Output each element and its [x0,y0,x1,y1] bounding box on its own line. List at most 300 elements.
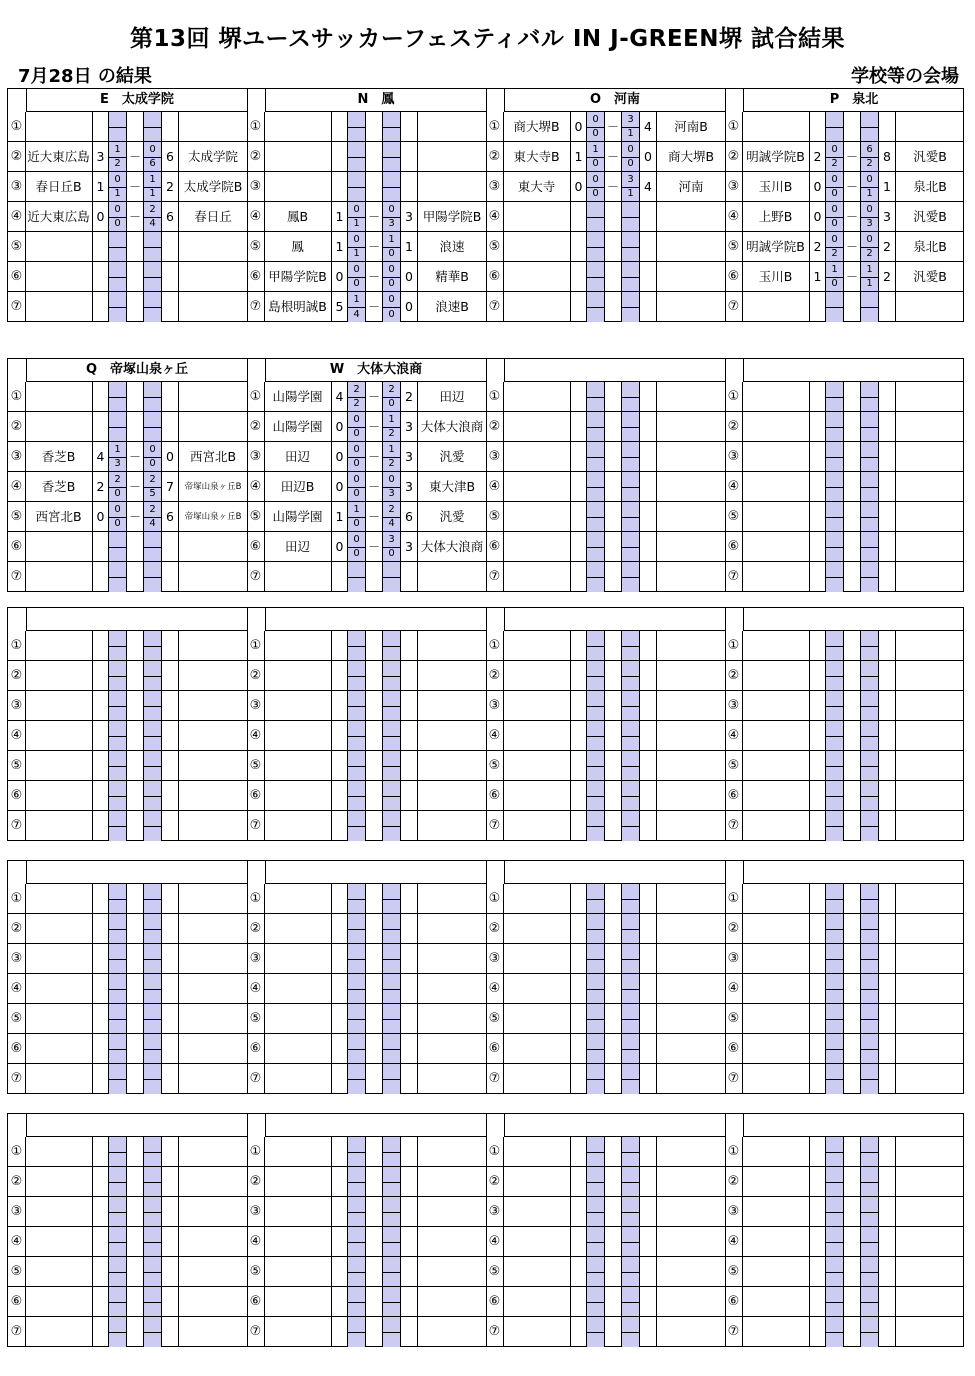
home-score [810,1197,826,1226]
score-dash [605,232,622,261]
score-dash [605,1287,622,1316]
away-half-scores [622,1227,640,1256]
away-score [162,1317,179,1347]
score-dash [605,781,622,810]
home-team [25,562,93,592]
match-row [725,532,964,562]
match-row [8,1137,247,1167]
away-second-half: 2 [866,158,873,169]
away-score [640,1064,657,1094]
home-team [742,781,810,810]
half-divider [826,442,843,458]
match-number: ③ [247,691,265,720]
home-team: 東大寺B [503,142,571,171]
half-divider [109,631,126,647]
away-score: 4 [640,172,657,201]
home-score: 0 [810,202,826,231]
match-number: ④ [8,721,26,750]
away-score [879,721,896,750]
group-name [265,861,486,884]
group-table [247,359,486,591]
half-divider [383,781,400,797]
score-dash [605,442,622,471]
home-score: 1 [332,232,348,261]
home-first-half: 0 [587,112,604,128]
home-first-half: 0 [348,262,365,278]
away-team [179,1287,247,1316]
home-team [25,974,93,1003]
half-divider [383,562,400,578]
match-row [725,914,964,944]
score-dash [844,781,861,810]
match-row [486,412,725,442]
away-score [640,412,657,441]
home-team [264,1137,332,1166]
score-dash [605,502,622,531]
score-dash [844,721,861,750]
away-score: 6 [401,502,418,531]
half-divider [861,562,878,578]
away-half-scores [144,914,162,943]
away-half-scores [383,811,401,841]
half-divider [383,661,400,677]
home-score [93,562,109,592]
away-score [162,382,179,411]
away-team: 汎愛 [439,449,465,464]
away-first-half: 3 [622,112,639,128]
home-score: 0 [332,412,348,441]
group-name [504,1114,725,1137]
home-second-half: 1 [353,248,360,259]
half-divider [383,1287,400,1303]
match-row [486,721,725,751]
score-dash [844,382,861,411]
away-score [162,661,179,690]
match-number: ③ [486,944,504,973]
away-score [640,1317,657,1347]
group-section [7,1113,964,1347]
match-row [8,661,247,691]
group-section [7,860,964,1094]
half-divider [587,562,604,578]
away-score [640,1137,657,1166]
away-team [896,1137,964,1166]
home-team [503,232,571,261]
score-dash [127,1167,144,1196]
home-second-half: 0 [353,488,360,499]
away-team [657,721,725,750]
half-divider [383,1064,400,1080]
away-half-scores [383,112,401,141]
half-divider [144,112,161,128]
home-half-scores [587,562,605,592]
home-score: 1 [332,202,348,231]
away-score [401,1257,418,1286]
away-team [179,974,247,1003]
away-half-scores [144,262,162,291]
score-dash [605,1167,622,1196]
home-half-scores [826,502,844,531]
match-number: ③ [725,172,743,201]
match-number: ⑤ [725,1257,743,1286]
away-team [657,811,725,841]
away-score [162,1064,179,1094]
away-team [179,1034,247,1063]
away-second-half: 1 [149,188,156,199]
half-divider [622,1137,639,1153]
match-row [725,1034,964,1064]
away-half-scores [622,661,640,690]
away-first-half: 1 [144,172,161,188]
score-dash: － [844,172,861,201]
away-half-scores [622,502,640,531]
home-half-scores [109,691,127,720]
group-name [743,359,964,382]
home-team: 玉川B [742,172,810,201]
half-divider [383,1167,400,1183]
away-score [162,631,179,660]
home-half-scores [826,1227,844,1256]
half-divider [587,661,604,677]
half-divider [348,1287,365,1303]
home-team [742,442,810,471]
away-score [879,502,896,531]
away-first-half: 0 [861,172,878,188]
home-score: 2 [810,232,826,261]
home-team [503,1167,571,1196]
home-score: 1 [93,172,109,201]
away-team [896,1257,964,1286]
match-row [486,811,725,841]
away-first-half: 2 [144,502,161,518]
away-team [657,661,725,690]
home-half-scores [348,974,366,1003]
away-half-scores [861,292,879,322]
score-dash: － [366,532,383,561]
home-second-half: 0 [592,188,599,199]
group-name [504,359,725,382]
away-first-half: 0 [144,442,161,458]
match-number: ② [725,412,743,441]
home-half-scores [109,974,127,1003]
group-name [26,861,247,884]
score-dash [127,532,144,561]
match-row [8,292,247,322]
match-number: ③ [247,172,265,201]
away-team [179,811,247,841]
home-score [571,532,587,561]
score-dash [605,751,622,780]
half-divider [144,1257,161,1273]
away-half-scores [383,382,401,411]
away-team [418,1064,486,1094]
away-first-half: 1 [383,232,400,248]
group-table [486,89,725,321]
home-first-half: 1 [109,142,126,158]
match-number: ② [247,661,265,690]
half-divider [622,721,639,737]
match-number: ④ [725,472,743,501]
away-score [640,532,657,561]
half-divider [622,412,639,428]
home-team [25,1167,93,1196]
home-half-scores [587,472,605,501]
home-half-scores [826,811,844,841]
home-score [332,811,348,841]
home-score [571,202,587,231]
score-dash [127,1317,144,1347]
match-number: ⑦ [725,1064,743,1094]
match-number: ① [486,1137,504,1166]
away-half-scores [622,1257,640,1286]
score-dash [844,412,861,441]
away-half-scores [144,1197,162,1226]
away-score [401,631,418,660]
score-dash [127,631,144,660]
match-row [725,262,964,292]
half-divider [109,781,126,797]
home-team: 東大寺 [503,172,571,201]
away-half-scores [383,1167,401,1196]
match-row [725,661,964,691]
score-dash [127,112,144,141]
home-half-scores [587,292,605,322]
away-score [162,914,179,943]
half-divider [826,1317,843,1333]
away-half-scores [861,1064,879,1094]
half-divider [622,472,639,488]
half-divider [587,382,604,398]
home-team: 田辺B [264,472,332,501]
away-second-half: 2 [866,248,873,259]
group-name: Q 帝塚山泉ヶ丘 [26,359,247,382]
away-half-scores [622,562,640,592]
match-number: ① [8,1137,26,1166]
away-team [418,1257,486,1286]
half-divider [383,884,400,900]
home-half-scores [587,262,605,291]
match-row [8,382,247,412]
score-dash [127,1227,144,1256]
home-half-scores [109,1317,127,1347]
away-team [179,112,247,141]
half-divider [861,1034,878,1050]
half-divider [383,1004,400,1020]
match-row [8,412,247,442]
match-number: ⑤ [247,1257,265,1286]
match-row [725,502,964,532]
away-half-scores [144,1257,162,1286]
half-divider [861,1227,878,1243]
half-divider [622,532,639,548]
home-half-scores [826,442,844,471]
half-divider [587,232,604,248]
away-half-scores [144,691,162,720]
home-half-scores [109,1034,127,1063]
match-number: ⑦ [725,292,743,322]
home-half-scores [587,751,605,780]
half-divider [348,631,365,647]
home-score [571,412,587,441]
match-row [486,1064,725,1094]
half-divider [144,1287,161,1303]
home-team [503,914,571,943]
half-divider [587,974,604,990]
half-divider [622,1034,639,1050]
away-score [162,292,179,322]
home-score: 2 [93,472,109,501]
match-row [725,172,964,202]
away-half-scores [383,884,401,913]
match-row [8,691,247,721]
half-divider [826,1004,843,1020]
away-score [162,811,179,841]
away-half-scores [144,781,162,810]
home-team: 明誠学院B [742,232,810,261]
home-team [503,1034,571,1063]
match-row [725,1167,964,1197]
score-dash: － [844,202,861,231]
home-team [25,292,93,322]
home-half-scores [348,532,366,561]
half-divider [861,751,878,767]
away-team: 春日丘 [194,209,232,224]
half-divider [622,811,639,827]
away-half-scores [861,1227,879,1256]
away-team [418,172,486,201]
away-first-half: 0 [144,142,161,158]
half-divider [383,1317,400,1333]
match-number: ① [247,382,265,411]
group-table [247,861,486,1093]
half-divider [587,1034,604,1050]
half-divider [826,1064,843,1080]
away-score [401,1197,418,1226]
home-half-scores [348,202,366,231]
half-divider [109,914,126,930]
away-team [657,292,725,322]
away-score [401,1227,418,1256]
match-number: ⑥ [486,781,504,810]
half-divider [826,884,843,900]
home-second-half: 0 [831,278,838,289]
match-row [247,944,486,974]
away-half-scores [622,1167,640,1196]
away-half-scores [622,1197,640,1226]
home-half-scores [109,442,127,471]
home-half-scores [826,1064,844,1094]
home-second-half: 2 [831,158,838,169]
half-divider [144,382,161,398]
half-divider [109,532,126,548]
home-half-scores [826,1004,844,1033]
home-half-scores [826,1287,844,1316]
away-half-scores [861,1287,879,1316]
away-half-scores [861,974,879,1003]
home-half-scores [587,532,605,561]
home-second-half: 0 [114,488,121,499]
home-first-half: 0 [826,232,843,248]
score-dash [127,721,144,750]
away-half-scores [861,631,879,660]
half-divider [826,781,843,797]
half-divider [622,1227,639,1243]
away-score [401,562,418,592]
half-divider [144,914,161,930]
score-dash: － [844,232,861,261]
home-first-half: 1 [109,442,126,458]
away-score [879,112,896,141]
away-score [162,721,179,750]
score-dash [127,1257,144,1286]
match-row [725,562,964,592]
home-score [571,721,587,750]
home-team [264,914,332,943]
match-number: ② [725,1167,743,1196]
away-half-scores [622,721,640,750]
match-row [725,472,964,502]
home-team [25,1197,93,1226]
home-first-half: 0 [348,232,365,248]
home-score [93,914,109,943]
match-number: ⑦ [247,1317,265,1347]
half-divider [109,232,126,248]
half-divider [826,1137,843,1153]
half-divider [109,1034,126,1050]
match-number: ② [486,142,504,171]
match-number: ② [486,661,504,690]
home-team [742,1137,810,1166]
home-score [93,382,109,411]
score-dash [127,1064,144,1094]
away-score: 2 [401,382,418,411]
home-team [25,691,93,720]
away-team [418,1137,486,1166]
home-score [93,1167,109,1196]
home-score [810,1227,826,1256]
half-divider [383,721,400,737]
away-team [896,691,964,720]
away-team [657,1167,725,1196]
home-half-scores [348,562,366,592]
home-team: 島根明誠B [264,292,332,322]
away-score [401,721,418,750]
away-team [896,974,964,1003]
away-half-scores [144,442,162,471]
match-number: ② [247,1167,265,1196]
home-score [332,142,348,171]
home-first-half: 0 [826,172,843,188]
home-team [264,811,332,841]
home-half-scores [587,721,605,750]
home-score [810,502,826,531]
match-row [8,781,247,811]
home-team [25,232,93,261]
match-number: ⑦ [247,292,265,322]
away-half-scores [861,1034,879,1063]
home-half-scores [348,142,366,171]
match-row [247,1287,486,1317]
home-score [571,781,587,810]
half-divider [622,502,639,518]
match-row [725,691,964,721]
home-score [571,442,587,471]
match-number: ⑦ [725,811,743,841]
home-score [571,884,587,913]
away-half-scores [144,502,162,531]
away-team [179,292,247,322]
home-half-scores [826,412,844,441]
